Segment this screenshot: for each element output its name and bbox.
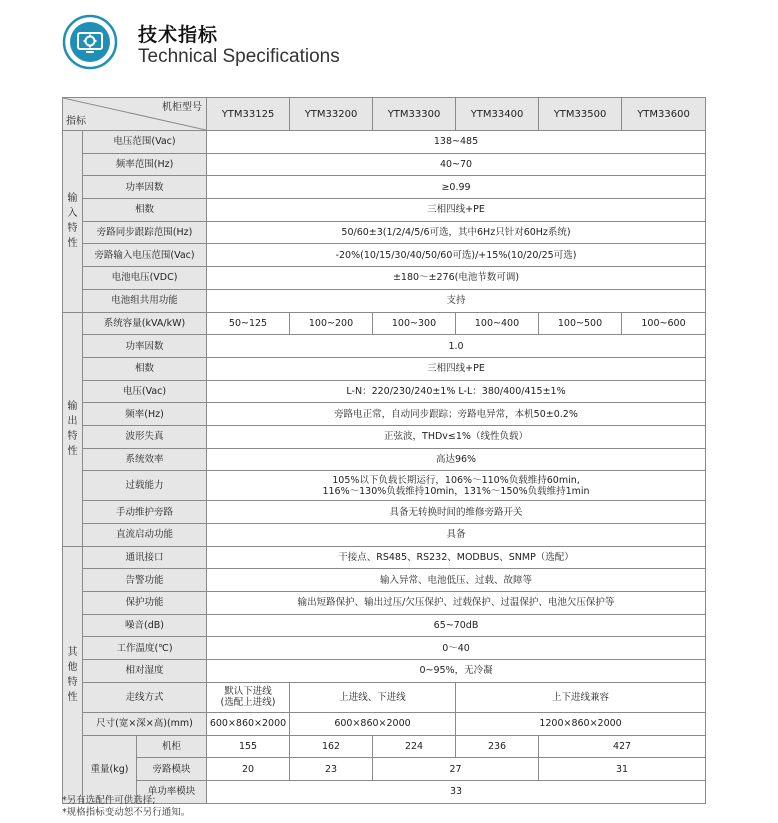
row-value: -20%(10/15/30/40/50/60可选)/+15%(10/20/25可选)	[207, 244, 706, 267]
table-row	[63, 312, 706, 335]
category-input: 输 入 特 性	[63, 131, 83, 313]
category-output: 输 出 特 性	[63, 312, 83, 546]
row-value: 50/60±3(1/2/4/5/6可选，其中6Hz只针对60Hz系统)	[207, 221, 706, 244]
size-value: 600×860×2000	[290, 712, 456, 735]
row-value: 65~70dB	[207, 614, 706, 637]
row-value: 输入异常、电池低压、过载、故障等	[207, 569, 706, 592]
page-title-cn: 技术指标	[138, 24, 219, 46]
row-label: 相数	[83, 199, 207, 222]
row-label: 直流启动功能	[83, 524, 207, 547]
weight-value: 33	[207, 780, 706, 803]
table-header-row	[63, 98, 706, 131]
corner-header-cell	[63, 98, 207, 131]
overload-line-2: 116%～130%负载维持10min，131%～150%负载维持1min	[322, 485, 590, 497]
gear-settings-icon	[62, 14, 118, 70]
wiring-default: 默认下进线	[224, 686, 272, 698]
row-value: 正弦波，THDv≤1%（线性负载）	[207, 425, 706, 448]
table-row	[63, 335, 706, 358]
row-value: 具备	[207, 524, 706, 547]
model-header: YTM33400	[456, 98, 539, 131]
model-header: YTM33500	[539, 98, 622, 131]
row-value: 138~485	[207, 131, 706, 154]
row-value: 0~95%，无冷凝	[207, 660, 706, 683]
row-value: 具备无转换时间的维修旁路开关	[207, 501, 706, 524]
row-label: 相对湿度	[83, 660, 207, 683]
weight-value: 236	[456, 735, 539, 758]
weight-value: 427	[539, 735, 706, 758]
size-value: 600×860×2000	[207, 712, 290, 735]
table-row	[63, 289, 706, 312]
row-label: 系统效率	[83, 448, 207, 471]
table-row	[63, 735, 706, 758]
table-row	[63, 380, 706, 403]
row-label: 手动维护旁路	[83, 501, 207, 524]
table-row	[63, 614, 706, 637]
table-row	[63, 592, 706, 615]
row-label: 功率因数	[83, 176, 207, 199]
spec-table	[62, 97, 706, 804]
row-value: 三相四线+PE	[207, 357, 706, 380]
table-row	[63, 637, 706, 660]
row-value: 干接点、RS485、RS232、MODBUS、SNMP（选配）	[207, 546, 706, 569]
table-row	[63, 569, 706, 592]
row-label: 通讯接口	[83, 546, 207, 569]
row-label: 尺寸(宽×深×高)(mm)	[83, 712, 207, 735]
row-value	[207, 471, 706, 501]
row-label: 系统容量(kVA/kW)	[83, 312, 207, 335]
row-label: 频率(Hz)	[83, 403, 207, 426]
capacity-value: 100~600	[622, 312, 706, 335]
table-row	[63, 131, 706, 154]
row-label: 工作温度(℃)	[83, 637, 207, 660]
table-row	[63, 425, 706, 448]
sub-label: 旁路模块	[137, 758, 207, 781]
model-header: YTM33125	[207, 98, 290, 131]
capacity-value: 100~500	[539, 312, 622, 335]
row-label: 旁路输入电压范围(Vac)	[83, 244, 207, 267]
table-row	[63, 546, 706, 569]
page-title-en: Technical Specifications	[138, 46, 340, 67]
row-value: L-N：220/230/240±1% L-L：380/400/415±1%	[207, 380, 706, 403]
corner-bottom-label: 指标	[66, 116, 86, 127]
row-label: 重量(kg)	[83, 735, 137, 803]
capacity-value: 100~200	[290, 312, 373, 335]
row-label: 相数	[83, 357, 207, 380]
wiring-value	[207, 682, 290, 712]
row-label: 波形失真	[83, 425, 207, 448]
table-row	[63, 221, 706, 244]
model-header: YTM33600	[622, 98, 706, 131]
wiring-value: 上下进线兼容	[456, 682, 706, 712]
row-value: 旁路电正常，自动同步跟踪；旁路电异常，本机50±0.2%	[207, 403, 706, 426]
page-header	[62, 14, 762, 74]
row-value: 0～40	[207, 637, 706, 660]
sub-label: 机柜	[137, 735, 207, 758]
row-value: 支持	[207, 289, 706, 312]
table-row	[63, 524, 706, 547]
table-row	[63, 403, 706, 426]
row-label: 功率因数	[83, 335, 207, 358]
row-label: 过载能力	[83, 471, 207, 501]
row-label: 走线方式	[83, 682, 207, 712]
row-label: 告警功能	[83, 569, 207, 592]
row-label: 电池组共用功能	[83, 289, 207, 312]
wiring-value: 上进线、下进线	[290, 682, 456, 712]
footnote: *另有选配件可供选择;	[62, 795, 156, 806]
row-value: 40~70	[207, 153, 706, 176]
table-row	[63, 660, 706, 683]
row-value: 1.0	[207, 335, 706, 358]
table-row	[63, 153, 706, 176]
table-row	[63, 758, 706, 781]
table-row	[63, 448, 706, 471]
row-label: 噪音(dB)	[83, 614, 207, 637]
row-value: 输出短路保护、输出过压/欠压保护、过载保护、过温保护、电池欠压保护等	[207, 592, 706, 615]
row-label: 保护功能	[83, 592, 207, 615]
row-label: 频率范围(Hz)	[83, 153, 207, 176]
overload-line-1: 105%以下负载长期运行，106%～110%负载维持60min,	[332, 474, 580, 486]
row-value: ≥0.99	[207, 176, 706, 199]
sub-label: 单功率模块	[137, 780, 207, 803]
table-row	[63, 244, 706, 267]
weight-value: 155	[207, 735, 290, 758]
row-label: 电压(Vac)	[83, 380, 207, 403]
model-header: YTM33300	[373, 98, 456, 131]
weight-value: 162	[290, 735, 373, 758]
weight-value: 20	[207, 758, 290, 781]
row-value: 三相四线+PE	[207, 199, 706, 222]
row-value: ±180～±276(电池节数可调)	[207, 267, 706, 290]
capacity-value: 100~400	[456, 312, 539, 335]
table-row	[63, 176, 706, 199]
table-row	[63, 199, 706, 222]
row-value: 高达96%	[207, 448, 706, 471]
row-label: 旁路同步跟踪范围(Hz)	[83, 221, 207, 244]
capacity-value: 100~300	[373, 312, 456, 335]
capacity-value: 50~125	[207, 312, 290, 335]
weight-value: 31	[539, 758, 706, 781]
table-row	[63, 471, 706, 501]
table-row	[63, 501, 706, 524]
model-header: YTM33200	[290, 98, 373, 131]
footnote: *规格指标变动恕不另行通知。	[62, 807, 191, 818]
table-row	[63, 682, 706, 712]
category-other: 其 他 特 性	[63, 546, 83, 803]
corner-top-label: 机柜型号	[162, 102, 203, 113]
weight-value: 27	[373, 758, 539, 781]
wiring-optional: (选配上进线)	[220, 697, 276, 709]
weight-value: 23	[290, 758, 373, 781]
table-row	[63, 357, 706, 380]
weight-value: 224	[373, 735, 456, 758]
row-label: 电池电压(VDC)	[83, 267, 207, 290]
footnotes	[62, 795, 190, 819]
table-row	[63, 267, 706, 290]
row-label: 电压范围(Vac)	[83, 131, 207, 154]
size-value: 1200×860×2000	[456, 712, 706, 735]
table-row	[63, 712, 706, 735]
